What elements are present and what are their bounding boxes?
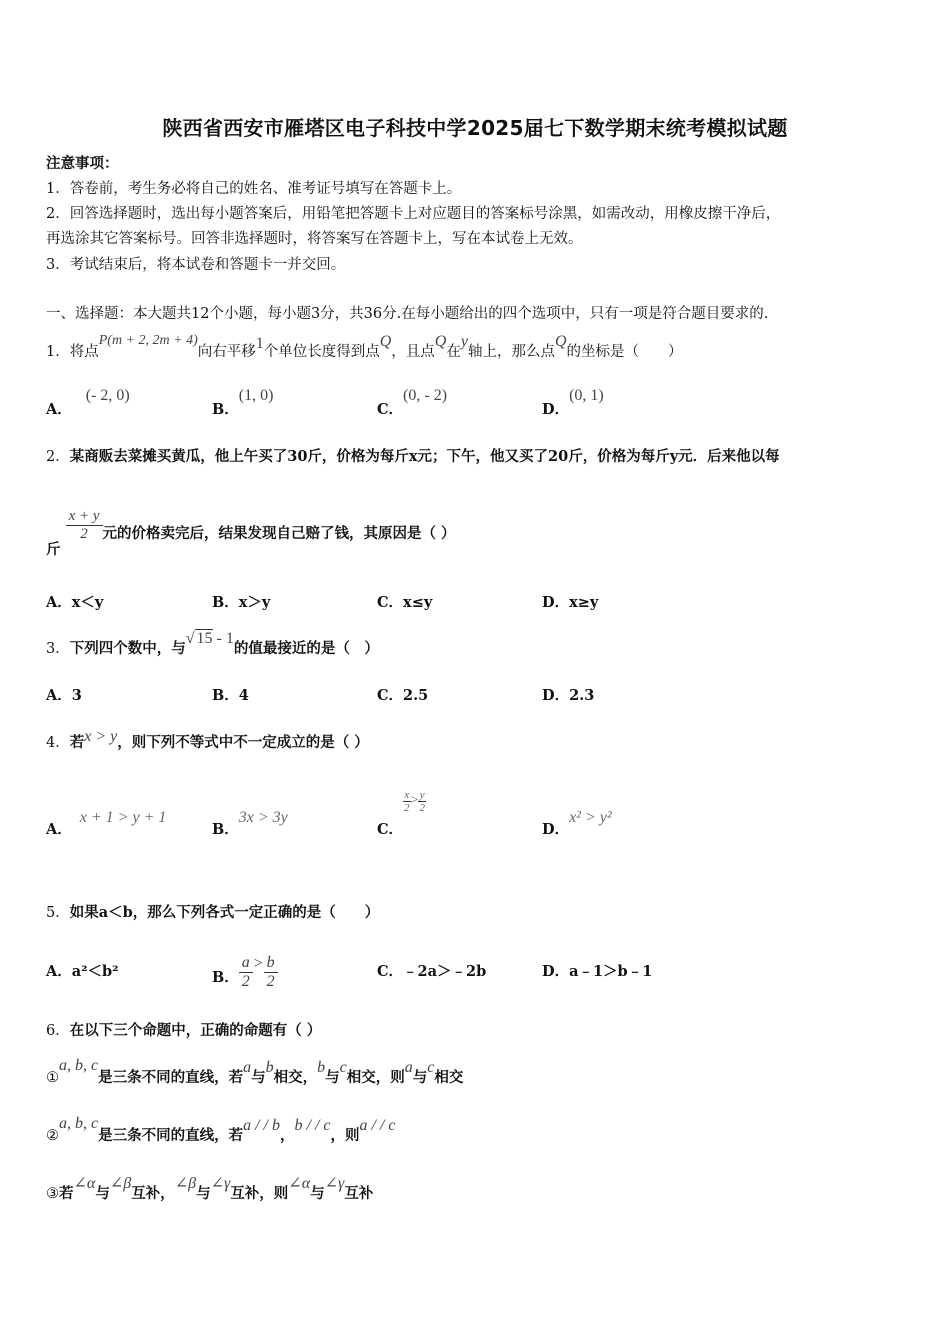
option-label: D． — [542, 401, 570, 418]
p3-math: ∠α — [288, 1175, 311, 1192]
option-label: B． — [212, 821, 239, 838]
q4-text: ，则下列不等式中不一定成立的是（ ） — [117, 734, 369, 751]
question-number: 6． — [46, 1023, 70, 1039]
q4-option-d[interactable] — [542, 809, 612, 839]
option-value: x² > y² — [569, 809, 612, 826]
notice-heading: 注意事项： — [46, 155, 119, 172]
p3-text: 与 — [196, 1185, 211, 1202]
fraction-denominator: 2 — [80, 526, 88, 542]
q2-text: 某商贩去菜摊买黄瓜，他上午买了30斤，价格为每斤x元；下午，他又买了20斤，价格为每斤y元．后来他以每 — [69, 448, 780, 465]
fraction-denominator: 2 — [241, 973, 250, 990]
q4-option-a[interactable] — [46, 809, 167, 839]
p1-text: 与 — [251, 1069, 266, 1086]
p3-text: 互补，则 — [230, 1185, 289, 1202]
p3-text: 与 — [95, 1185, 110, 1202]
option-value: (0, - 2) — [403, 387, 448, 404]
option-label: A． — [46, 594, 72, 611]
q6-proposition-3 — [46, 1175, 374, 1203]
q3-text: 下列四个数中，与 — [69, 640, 186, 657]
question-1 — [46, 333, 683, 361]
q1-option-d[interactable] — [542, 387, 604, 419]
q1-option-c[interactable] — [377, 387, 448, 419]
p1-text: 是三条不同的直线，若 — [98, 1069, 244, 1086]
option-label: A． — [46, 963, 72, 980]
p2-math: a / / c — [359, 1117, 396, 1134]
fraction-denominator: 2 — [266, 973, 275, 990]
p3-text: 互补 — [344, 1185, 374, 1202]
question-3 — [46, 630, 379, 658]
q5-option-a[interactable] — [46, 960, 119, 981]
option-label: C． — [377, 401, 404, 418]
p2-math: a / / b — [243, 1117, 280, 1134]
option-value: x≤y — [403, 594, 433, 611]
q2-text: 元的价格卖完后，结果发现自己赔了钱，其原因是（ ） — [102, 524, 456, 542]
option-value: 2.5 — [403, 687, 429, 704]
q2-fraction — [66, 508, 103, 543]
q1-point-p: P(m + 2, 2m + 4) — [98, 333, 198, 348]
question-6 — [46, 1019, 321, 1040]
sqrt-rest: - 1 — [212, 630, 234, 647]
q5-option-b[interactable] — [212, 954, 278, 997]
option-label: C． — [377, 594, 404, 611]
p1-text: 相交 — [434, 1069, 464, 1086]
question-number: 2． — [46, 449, 70, 465]
p1-math: c — [339, 1059, 347, 1076]
option-label: B． — [212, 687, 239, 704]
q1-math: y — [460, 333, 468, 350]
option-label: B． — [212, 594, 239, 611]
p3-math: ∠β — [174, 1175, 197, 1192]
fraction-denominator: 2 — [419, 801, 425, 814]
p2-text: ， — [280, 1127, 295, 1144]
option-label: B． — [212, 401, 239, 418]
q3-option-a[interactable] — [46, 684, 82, 705]
option-value: ﹣2a＞﹣2b — [403, 963, 487, 980]
proposition-mark: ② — [46, 1128, 59, 1144]
p2-math: a, b, c — [59, 1115, 99, 1132]
p3-text: 与 — [310, 1185, 325, 1202]
p2-text: ，则 — [330, 1127, 360, 1144]
p3-text: 若 — [59, 1185, 74, 1202]
q1-option-b[interactable] — [212, 387, 274, 419]
q5-option-c[interactable] — [377, 960, 486, 981]
q6-proposition-1 — [46, 1057, 464, 1087]
p1-math: b — [317, 1059, 326, 1076]
option-label: C． — [377, 687, 404, 704]
fraction-numerator: y — [419, 788, 425, 801]
p1-math: a — [243, 1059, 252, 1076]
option-value — [403, 788, 426, 814]
fraction-denominator: 2 — [404, 801, 410, 814]
q1-text: ，且点 — [391, 344, 435, 360]
option-value: x + 1 > y + 1 — [79, 809, 167, 826]
q6-text: 在以下三个命题中，正确的命题有（ ） — [69, 1022, 322, 1039]
question-number: 5． — [46, 905, 70, 921]
question-2 — [46, 445, 780, 466]
p3-math: ∠γ — [210, 1175, 231, 1192]
option-value: 4 — [238, 687, 249, 704]
option-value — [239, 954, 278, 990]
q2-option-d[interactable] — [542, 591, 598, 612]
q4-condition: x > y — [84, 728, 118, 745]
q6-proposition-2 — [46, 1115, 396, 1145]
q2-option-b[interactable] — [212, 591, 270, 612]
option-label: C． — [377, 821, 404, 838]
sqrt-radicand: 15 — [196, 630, 213, 647]
p1-text: 与 — [325, 1069, 340, 1086]
fraction-numerator: a — [239, 954, 253, 973]
q1-math: Q — [379, 333, 392, 350]
p1-text: 与 — [412, 1069, 428, 1086]
q2-text: 斤 — [46, 540, 61, 558]
fraction-numerator: x + y — [66, 508, 103, 526]
option-value: a²＜b² — [71, 963, 119, 980]
option-label: A． — [46, 821, 72, 838]
option-value: (- 2, 0) — [85, 387, 130, 404]
option-label: D． — [542, 963, 570, 980]
q3-text: 的值最接近的是（ ） — [233, 640, 379, 657]
q2-option-a[interactable] — [46, 591, 103, 612]
p1-math: c — [427, 1059, 435, 1076]
relation: > — [410, 793, 419, 808]
notice-item-3: 3．考试结束后，将本试卷和答题卡一并交回。 — [46, 257, 346, 273]
q3-sqrt-expression: √ 15 - 1 — [185, 630, 234, 647]
option-label: B． — [212, 969, 239, 987]
option-value: 2.3 — [569, 687, 595, 704]
q1-math: Q — [434, 333, 447, 350]
p3-text: 互补， — [131, 1185, 175, 1202]
q1-text: 个单位长度得到点 — [263, 344, 380, 360]
q1-math: 1 — [255, 335, 264, 352]
q1-option-a[interactable] — [46, 387, 130, 419]
option-label: A． — [46, 687, 72, 704]
question-5 — [46, 901, 379, 922]
q5-option-d[interactable] — [542, 960, 652, 981]
p1-text: 相交， — [273, 1069, 318, 1086]
p3-math: ∠α — [73, 1175, 96, 1192]
p1-math: a, b, c — [59, 1057, 99, 1074]
q4-text: 若 — [69, 734, 85, 751]
option-value: x≥y — [569, 594, 599, 611]
option-value: 3 — [71, 687, 82, 704]
option-value: (0, 1) — [569, 387, 604, 404]
p1-text: 相交，则 — [346, 1069, 405, 1086]
q2-option-c[interactable] — [377, 591, 432, 612]
page-title: 陕西省西安市雁塔区电子科技中学2025届七下数学期末统考模拟试题 — [162, 116, 788, 140]
question-number: 3． — [46, 641, 70, 657]
option-label: D． — [542, 821, 570, 838]
relation: > — [252, 955, 264, 973]
option-label: D． — [542, 594, 570, 611]
q1-text: 轴上，那么点 — [467, 344, 555, 360]
p1-math: b — [265, 1059, 274, 1076]
q1-text: 将点 — [69, 344, 99, 360]
q3-option-d[interactable] — [542, 684, 594, 705]
p2-math: b / / c — [294, 1117, 331, 1134]
question-4 — [46, 728, 369, 752]
q4-option-b[interactable] — [212, 809, 288, 839]
option-label: C． — [377, 963, 404, 980]
p1-math: a — [404, 1059, 413, 1076]
q4-option-c[interactable] — [377, 788, 426, 844]
q1-text: 的坐标是（ ） — [566, 344, 683, 360]
proposition-mark: ③ — [46, 1186, 59, 1202]
p3-math: ∠γ — [324, 1175, 345, 1192]
option-value: x＜y — [71, 594, 104, 611]
question-2-line-2 — [46, 508, 456, 558]
section-header: 一、选择题：本大题共12个小题，每小题3分，共36分.在每小题给出的四个选项中，只有一项是符合题目要求的. — [46, 306, 769, 322]
q1-text: 向右平移 — [197, 344, 256, 360]
option-value: 3x > 3y — [238, 809, 288, 826]
p2-text: 是三条不同的直线，若 — [98, 1127, 244, 1144]
fraction-numerator: b — [264, 954, 278, 973]
p3-math: ∠β — [109, 1175, 132, 1192]
question-number: 1． — [46, 344, 70, 360]
notice-item-2a: 2．回答选择题时，选出每小题答案后，用铅笔把答题卡上对应题目的答案标号涂黑，如需改动，用橡皮擦干净后， — [46, 206, 781, 222]
notice-item-2b: 再选涂其它答案标号。回答非选择题时，将答案写在答题卡上，写在本试卷上无效。 — [46, 231, 583, 247]
option-value: (1, 0) — [238, 387, 274, 404]
option-label: A． — [46, 401, 72, 418]
q1-math: Q — [554, 333, 567, 350]
question-number: 4． — [46, 735, 70, 751]
option-value: x＞y — [238, 594, 271, 611]
q5-text: 如果a＜b，那么下列各式一定正确的是（ ） — [69, 904, 380, 921]
fraction-numerator: x — [404, 788, 410, 801]
notice-item-1: 1．答卷前，考生务必将自己的姓名、准考证号填写在答题卡上。 — [46, 181, 462, 197]
q1-text: 在 — [446, 344, 461, 360]
option-value: a﹣1＞b﹣1 — [569, 963, 653, 980]
option-label: D． — [542, 687, 570, 704]
q3-option-b[interactable] — [212, 684, 249, 705]
q3-option-c[interactable] — [377, 684, 428, 705]
proposition-mark: ① — [46, 1070, 59, 1086]
